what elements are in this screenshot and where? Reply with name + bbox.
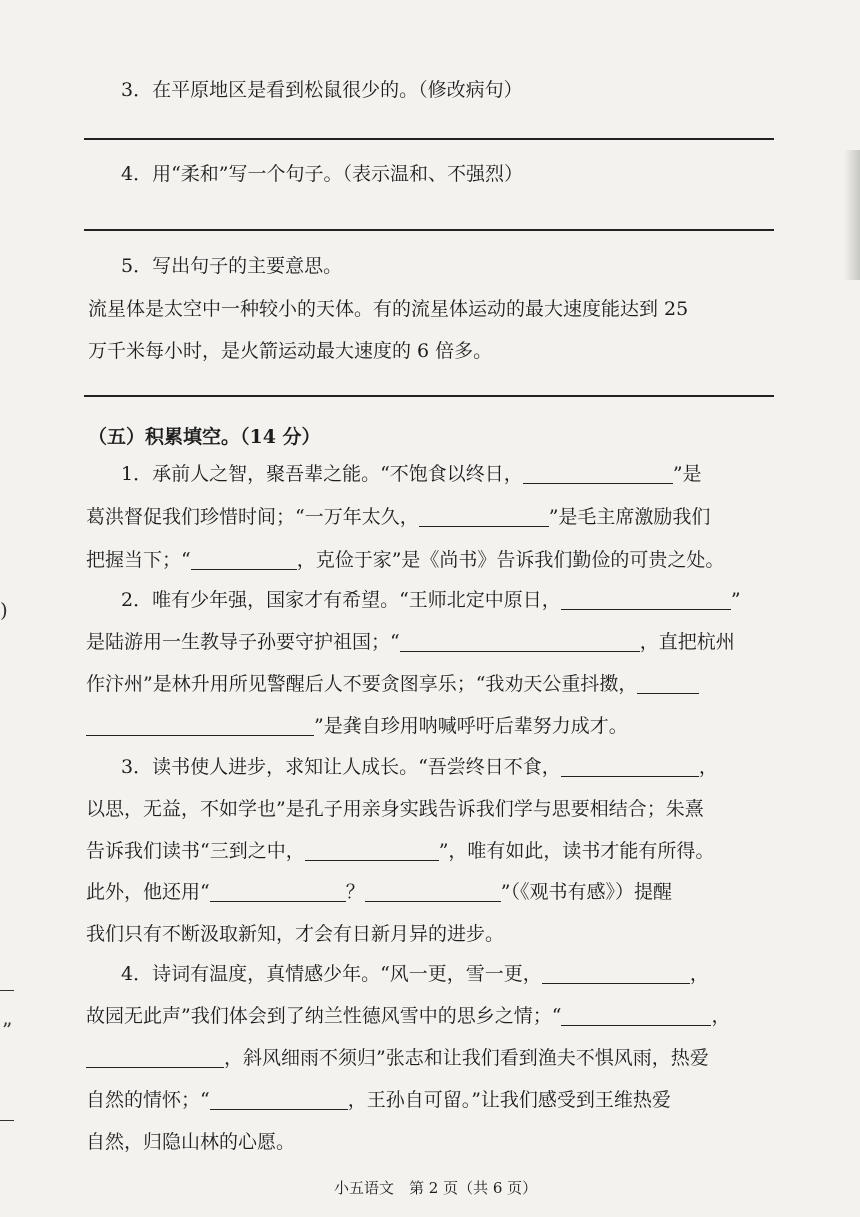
fill-blank-4-2b[interactable] — [86, 1047, 224, 1068]
item-1-text-3a: 把握当下；“ — [86, 549, 191, 571]
answer-line-q3[interactable] — [84, 138, 774, 140]
item-3-line-4 — [86, 878, 672, 906]
question-5-title: 5．写出句子的主要意思。 — [121, 255, 343, 277]
item-4-text-4a: 自然的情怀；“ — [86, 1089, 210, 1111]
item-2-text-4a: ”是龚自珍用呐喊呼吁后辈努力成才。 — [314, 715, 628, 737]
item-4-line-5: 自然，归隐山林的心愿。 — [86, 1131, 296, 1153]
item-2-text-1b: ” — [730, 589, 741, 611]
margin-quote-mark: ” — [2, 1018, 13, 1042]
page-edge-shadow — [844, 150, 860, 280]
item-4-line-4 — [86, 1086, 671, 1114]
item-3-text-1b: ， — [698, 756, 718, 778]
item-3-text-4c: ”（《观书有感》）提醒 — [500, 881, 672, 903]
item-2-line-1 — [121, 586, 741, 614]
item-4-text-1b: ， — [689, 963, 709, 985]
item-2-line-4 — [86, 712, 628, 740]
answer-line-q4[interactable] — [84, 229, 774, 231]
item-3-line-5: 我们只有不断汲取新知，才会有日新月异的进步。 — [86, 923, 505, 945]
fill-blank-4-2a[interactable] — [561, 1005, 711, 1026]
item-3-text-1a: 3．读书使人进步，求知让人成长。“吾尝终日不食， — [121, 756, 561, 778]
item-2-text-1a: 2．唯有少年强，国家才有希望。“王师北定中原日， — [121, 589, 561, 611]
fill-blank-1-3[interactable] — [191, 549, 297, 570]
item-2-text-2b: ，直把杭州 — [639, 631, 735, 653]
item-4-line-3 — [86, 1044, 709, 1072]
fill-blank-2-2[interactable] — [400, 631, 640, 652]
fill-blank-4-1[interactable] — [542, 963, 690, 984]
item-1-text-2a: 葛洪督促我们珍惜时间；“一万年太久， — [86, 506, 419, 528]
item-1-text-1b: ”是 — [672, 463, 702, 485]
item-4-line-2 — [86, 1002, 730, 1030]
item-3-text-3b: ”，唯有如此，读书才能有所得。 — [438, 840, 715, 862]
item-2-text-3a: 作汴州”是林升用所见警醒后人不要贪图享乐；“我劝天公重抖擞， — [86, 673, 638, 695]
section-5-title: （五）积累填空。（14 分） — [88, 426, 321, 448]
fill-blank-3-1[interactable] — [561, 756, 699, 777]
item-4-text-2b: ， — [711, 1005, 731, 1027]
question-3: 3．在平原地区是看到松鼠很少的。（修改病句） — [121, 79, 523, 101]
fill-blank-3-3b[interactable] — [365, 881, 501, 902]
item-3-text-4a: 此外，他还用“ — [86, 881, 210, 903]
margin-line-mark-2 — [0, 1120, 14, 1121]
item-3-line-2: 以思，无益，不如学也”是孔子用亲身实践告诉我们学与思要相结合；朱熹 — [86, 798, 704, 820]
item-4-text-1a: 4．诗词有温度，真情感少年。“风一更，雪一更， — [121, 963, 542, 985]
item-2-line-2 — [86, 628, 735, 656]
item-1-line-1 — [121, 460, 702, 488]
item-3-text-4b: ？ — [345, 881, 365, 903]
item-3-line-1 — [121, 753, 718, 781]
item-1-text-2b: ”是毛主席激励我们 — [548, 506, 711, 528]
answer-line-q5[interactable] — [84, 395, 774, 397]
item-4-text-2a: 故园无此声”我们体会到了纳兰性德风雪中的思乡之情；“ — [86, 1005, 562, 1027]
item-3-text-3a: 告诉我们读书“三到之中， — [86, 840, 305, 862]
margin-bracket-mark: ) — [0, 598, 8, 622]
fill-blank-2-1[interactable] — [561, 589, 731, 610]
item-1-line-2 — [86, 503, 710, 531]
item-4-text-4b: ，王孙自可留。”让我们感受到王维热爱 — [347, 1089, 671, 1111]
question-5-passage-line-1: 流星体是太空中一种较小的天体。有的流星体运动的最大速度能达到 25 — [88, 298, 689, 320]
item-1-line-3 — [86, 546, 724, 574]
item-4-text-3a: ，斜风细雨不须归”张志和让我们看到渔夫不惧风雨，热爱 — [224, 1047, 709, 1069]
fill-blank-2-3b[interactable] — [86, 715, 314, 736]
question-4: 4．用“柔和”写一个句子。（表示温和、不强烈） — [121, 163, 524, 185]
margin-line-mark-1 — [0, 990, 14, 991]
fill-blank-2-3a[interactable] — [637, 673, 699, 694]
item-1-text-1a: 1．承前人之智，聚吾辈之能。“不饱食以终日， — [121, 463, 523, 485]
item-2-text-2a: 是陆游用一生教导子孙要守护祖国；“ — [86, 631, 400, 653]
fill-blank-3-2[interactable] — [305, 840, 439, 861]
question-5-passage-line-2: 万千米每小时，是火箭运动最大速度的 6 倍多。 — [88, 340, 493, 362]
item-4-line-1 — [121, 960, 709, 988]
fill-blank-3-3a[interactable] — [210, 881, 346, 902]
item-1-text-3b: ，克俭于家”是《尚书》告诉我们勤俭的可贵之处。 — [296, 549, 725, 571]
fill-blank-4-3[interactable] — [210, 1089, 348, 1110]
fill-blank-1-2[interactable] — [419, 506, 549, 527]
item-2-line-3 — [86, 670, 699, 698]
fill-blank-1-1[interactable] — [523, 463, 673, 484]
page-footer: 小五语文 第 2 页（共 6 页） — [334, 1179, 538, 1197]
item-3-line-3 — [86, 837, 714, 865]
